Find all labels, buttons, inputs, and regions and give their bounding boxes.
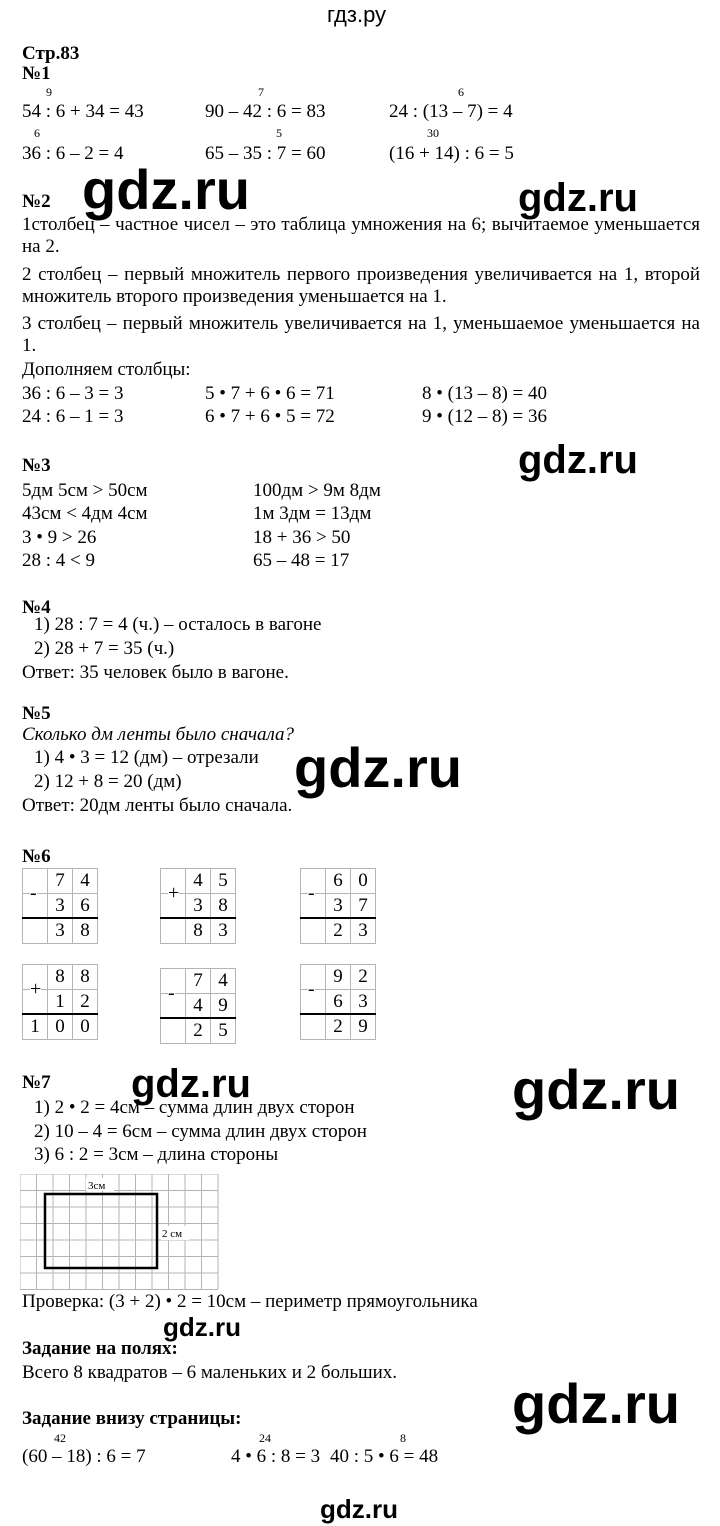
expression: 54 : 6 + 34 = 43 — [22, 101, 144, 122]
digit-cell: 2 — [72, 989, 98, 1015]
result-line — [300, 1013, 376, 1015]
page-heading: Стр.83 — [22, 43, 80, 64]
expression: 24 : (13 – 7) = 4 — [389, 101, 513, 122]
expression: 5 • 7 + 6 • 6 = 71 — [205, 383, 335, 404]
operation-sign: - — [30, 882, 37, 904]
height-label: 2 см — [162, 1228, 183, 1240]
operation-sign: - — [168, 982, 175, 1004]
digit-cell: 9 — [350, 1014, 376, 1040]
result-line — [22, 917, 98, 919]
section-text: Всего 8 квадратов – 6 маленьких и 2 больших. — [22, 1362, 398, 1383]
comparison: 65 – 48 = 17 — [253, 550, 350, 571]
expression: 36 : 6 – 2 = 4 — [22, 143, 124, 164]
expression: 24 : 6 – 1 = 3 — [22, 406, 124, 427]
digit-cell: 3 — [47, 893, 73, 919]
expression: 4 • 6 : 8 = 3 — [231, 1446, 321, 1467]
expression: 6 • 7 + 6 • 5 = 72 — [205, 406, 335, 427]
digit-cell: 4 — [185, 868, 211, 894]
check-line: Проверка: (3 + 2) • 2 = 10см – периметр прямоугольника — [22, 1291, 478, 1312]
result-line — [160, 917, 236, 919]
section-title: Задание на полях: — [22, 1338, 178, 1359]
solution-step: 3) 6 : 2 = 3см – длина стороны — [34, 1144, 279, 1165]
result-line — [300, 917, 376, 919]
comparison: 18 + 36 > 50 — [253, 527, 351, 548]
expression: 9 • (12 – 8) = 36 — [422, 406, 548, 427]
watermark: gdz.ru — [320, 1494, 398, 1524]
comparison: 100дм > 9м 8дм — [253, 480, 381, 501]
digit-cell: 6 — [325, 989, 351, 1015]
paragraph: 1столбец – частное чисел – это таблица умножения на 6; вычитаемое уменьшается на 2. — [22, 214, 700, 257]
expression: 40 : 5 • 6 = 48 — [330, 1446, 439, 1467]
solution-step: 1) 2 • 2 = 4см – сумма длин двух сторон — [34, 1097, 355, 1118]
width-label: 3см — [88, 1180, 106, 1192]
task-label: №3 — [22, 455, 51, 476]
task-label: №7 — [22, 1072, 51, 1093]
answer: Ответ: 35 человек было в вагоне. — [22, 662, 289, 683]
digit-cell: 6 — [325, 868, 351, 894]
watermark: gdz.ru — [294, 736, 462, 799]
answer: Ответ: 20дм ленты было сначала. — [22, 795, 293, 816]
hint-number: 9 — [46, 85, 52, 99]
grid-cell — [300, 918, 326, 944]
hint-number: 6 — [458, 85, 464, 99]
watermark: gdz.ru — [131, 1062, 251, 1106]
operation-sign: + — [30, 978, 42, 1000]
expression: 8 • (13 – 8) = 40 — [422, 383, 548, 404]
digit-cell: 6 — [72, 893, 98, 919]
site-title: гдз.ру — [327, 2, 387, 27]
hint-number: 7 — [258, 85, 264, 99]
expression: 90 – 42 : 6 = 83 — [205, 101, 326, 122]
solution-step: 2) 12 + 8 = 20 (дм) — [34, 771, 182, 792]
comparison: 3 • 9 > 26 — [22, 527, 97, 548]
task-label: №2 — [22, 191, 51, 212]
digit-cell: 4 — [72, 868, 98, 894]
digit-cell: 1 — [22, 1014, 48, 1040]
hint-number: 24 — [259, 1431, 271, 1445]
comparison: 43см < 4дм 4см — [22, 503, 148, 524]
digit-cell: 4 — [185, 993, 211, 1019]
solution-step: 1) 28 : 7 = 4 (ч.) – осталось в вагоне — [34, 614, 322, 635]
digit-cell: 0 — [350, 868, 376, 894]
expression: 65 – 35 : 7 = 60 — [205, 143, 326, 164]
comparison: 28 : 4 < 9 — [22, 550, 95, 571]
question: Сколько дм ленты было сначала? — [22, 724, 295, 745]
grid-cell — [160, 1018, 186, 1044]
digit-cell: 3 — [325, 893, 351, 919]
grid-cell — [160, 918, 186, 944]
expression: (16 + 14) : 6 = 5 — [389, 143, 514, 164]
digit-cell: 5 — [210, 1018, 236, 1044]
digit-cell: 7 — [47, 868, 73, 894]
hint-number: 5 — [276, 126, 282, 140]
task-label: №1 — [22, 63, 51, 84]
watermark: gdz.ru — [518, 176, 638, 220]
digit-cell: 7 — [350, 893, 376, 919]
result-line — [22, 1013, 98, 1015]
digit-cell: 8 — [210, 893, 236, 919]
digit-cell: 2 — [325, 918, 351, 944]
watermark: gdz.ru — [512, 1058, 680, 1121]
hint-number: 42 — [54, 1431, 66, 1445]
hint-number: 6 — [34, 126, 40, 140]
digit-cell: 2 — [325, 1014, 351, 1040]
digit-cell: 5 — [210, 868, 236, 894]
expression: 36 : 6 – 3 = 3 — [22, 383, 124, 404]
section-title: Задание внизу страницы: — [22, 1408, 242, 1429]
watermark: gdz.ru — [163, 1312, 241, 1342]
watermark: gdz.ru — [512, 1372, 680, 1435]
digit-cell: 8 — [185, 918, 211, 944]
digit-cell: 2 — [350, 964, 376, 990]
operation-sign: - — [308, 978, 315, 1000]
digit-cell: 9 — [325, 964, 351, 990]
graph-paper-drawing — [20, 1174, 220, 1292]
digit-cell: 2 — [185, 1018, 211, 1044]
hint-number: 8 — [400, 1431, 406, 1445]
digit-cell: 8 — [72, 964, 98, 990]
solution-step: 2) 10 – 4 = 6см – сумма длин двух сторон — [34, 1121, 367, 1142]
fill-label: Дополняем столбцы: — [22, 359, 191, 380]
task-label: №5 — [22, 703, 51, 724]
solution-step: 1) 4 • 3 = 12 (дм) – отрезали — [34, 747, 259, 768]
digit-cell: 1 — [47, 989, 73, 1015]
watermark: gdz.ru — [518, 438, 638, 482]
digit-cell: 8 — [72, 918, 98, 944]
operation-sign: - — [308, 882, 315, 904]
comparison: 5дм 5см > 50см — [22, 480, 148, 501]
digit-cell: 4 — [210, 968, 236, 994]
digit-cell: 0 — [47, 1014, 73, 1040]
task-label: №6 — [22, 846, 51, 867]
solution-step: 2) 28 + 7 = 35 (ч.) — [34, 638, 175, 659]
grid-cell — [22, 918, 48, 944]
hint-number: 30 — [427, 126, 439, 140]
digit-cell: 3 — [210, 918, 236, 944]
digit-cell: 3 — [47, 918, 73, 944]
grid-cell — [300, 1014, 326, 1040]
digit-cell: 3 — [350, 989, 376, 1015]
result-line — [160, 1017, 236, 1019]
digit-cell: 3 — [350, 918, 376, 944]
digit-cell: 0 — [72, 1014, 98, 1040]
watermark: gdz.ru — [82, 158, 250, 221]
digit-cell: 9 — [210, 993, 236, 1019]
digit-cell: 3 — [185, 893, 211, 919]
paragraph: 3 столбец – первый множитель увеличивается на 1, уменьшаемое уменьшается на 1. — [22, 313, 700, 356]
comparison: 1м 3дм = 13дм — [253, 503, 372, 524]
task-label: №4 — [22, 597, 51, 618]
paragraph: 2 столбец – первый множитель первого произведения увеличивается на 1, второй множитель второго произведения уменьшается на 1. — [22, 264, 700, 307]
operation-sign: + — [168, 882, 180, 904]
expression: (60 – 18) : 6 = 7 — [22, 1446, 146, 1467]
digit-cell: 7 — [185, 968, 211, 994]
digit-cell: 8 — [47, 964, 73, 990]
